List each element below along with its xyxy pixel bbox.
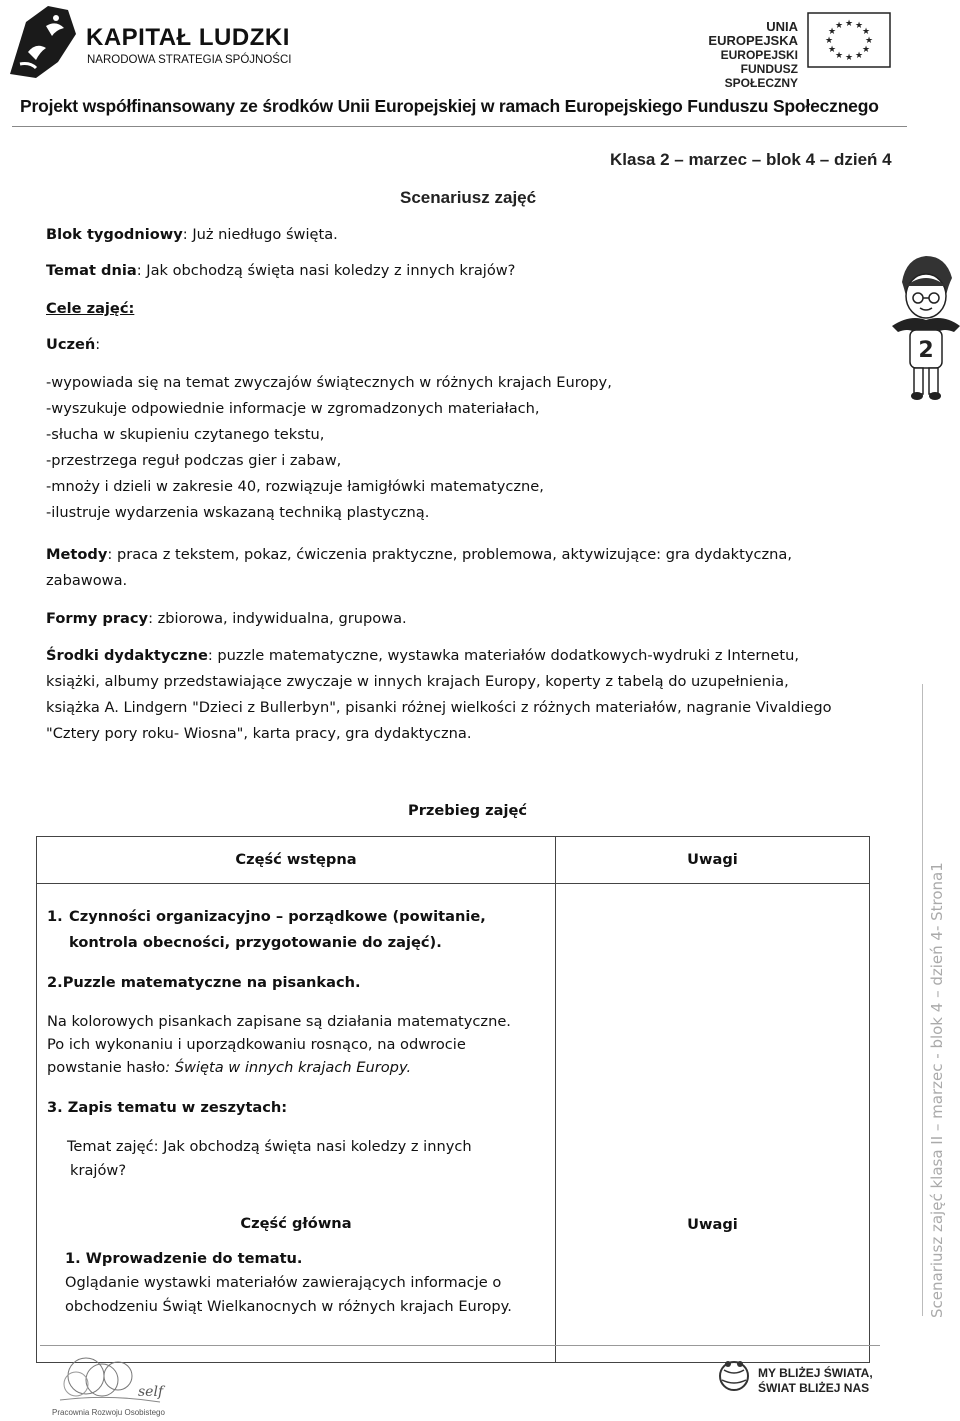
header-czesc-wstepna: Część wstępna	[37, 837, 556, 884]
srodki-line2: książki, albumy przedstawiające zwyczaje w innych krajach Europy, koperty z tabelą do uzupełnienia,	[46, 673, 789, 690]
goal-item: -przestrzega reguł podczas gier i zabaw,	[46, 452, 342, 469]
svg-text:★: ★	[861, 27, 871, 37]
goal-item: -wyszukuje odpowiednie informacje w zgromadzonych materiałach,	[46, 400, 540, 417]
svg-text:★: ★	[854, 21, 864, 31]
item2-p1: Na kolorowych pisankach zapisane są działania matematyczne.	[47, 1013, 511, 1030]
metody-block	[46, 542, 792, 594]
svg-text:★: ★	[834, 21, 844, 31]
goals-list	[46, 370, 612, 526]
main1-p1: Oglądanie wystawki materiałów zawierających informacje o	[65, 1274, 502, 1291]
przebieg-title: Przebieg zajęć	[408, 802, 528, 819]
metody-label: Metody	[46, 546, 108, 563]
svg-text:★: ★	[827, 27, 837, 37]
mascot-girl-illustration	[890, 252, 960, 402]
svg-text:★: ★	[824, 36, 834, 46]
temat-line	[46, 258, 515, 284]
formy-line	[46, 606, 407, 632]
uczen-line	[46, 332, 100, 358]
eu-flag-icon	[807, 12, 891, 68]
mbs-line2: ŚWIAT BLIŻEJ NAS	[758, 1381, 870, 1395]
temat-label: Temat dnia	[46, 262, 137, 279]
main1-p2: obchodzeniu Świąt Wielkanocnych w różnych krajach Europy.	[65, 1298, 512, 1315]
uwagi-cell	[556, 884, 870, 1363]
goal-item: -ilustruje wydarzenia wskazaną techniką plastyczną.	[46, 504, 430, 521]
project-cofinancing-line: Projekt współfinansowany ze środków Unii Europejskiej w ramach Europejskiego Funduszu Społecznego	[20, 96, 879, 116]
item2-p3b: : Święta w innych krajach Europy.	[165, 1059, 412, 1076]
header-divider	[12, 126, 907, 127]
logo-subtitle: NARODOWA STRATEGIA SPÓJNOŚCI	[87, 54, 292, 66]
self-caption: Pracownia Rozwoju Osobistego	[52, 1408, 165, 1417]
logo-title: KAPITAŁ LUDZKI	[86, 24, 290, 51]
main-item1	[47, 1247, 545, 1319]
side-divider	[922, 684, 923, 1316]
goal-item: -słucha w skupieniu czytanego tekstu,	[46, 426, 325, 443]
svg-text:★: ★	[827, 45, 837, 55]
header-czesc-glowna: Część główna	[240, 1215, 352, 1232]
footer-divider	[40, 1345, 880, 1346]
svg-text:★: ★	[864, 36, 874, 46]
mascot-number: 2	[918, 338, 934, 363]
formy-label: Formy pracy	[46, 610, 149, 627]
item3-p2: krajów?	[70, 1162, 127, 1179]
blok-value: : Już niedługo święta.	[182, 226, 338, 243]
svg-text:★: ★	[844, 19, 854, 29]
kapital-ludzki-logo	[8, 4, 78, 80]
mbs-label	[758, 1366, 873, 1396]
intro-section-cell	[37, 884, 556, 1363]
temat-value: : Jak obchodzą święta nasi koledzy z innych krajów?	[136, 262, 516, 279]
cele-label: Cele zajęć:	[46, 300, 135, 317]
item2-paragraph	[47, 1010, 545, 1079]
mbs-line1: MY BLIŻEJ ŚWIATA,	[758, 1366, 873, 1380]
eu-label	[680, 20, 798, 90]
item3-topic	[47, 1135, 545, 1183]
svg-text:★: ★	[861, 45, 871, 55]
uczen-colon: :	[95, 336, 101, 353]
class-line: Klasa 2 – marzec – blok 4 – dzień 4	[610, 150, 892, 169]
item1-line1: Czynności organizacyjno – porządkowe (powitanie,	[69, 908, 486, 925]
item2-p2: Po ich wykonaniu i uporządkowaniu rosnąco, na odwrocie	[47, 1036, 466, 1053]
header-uwagi: Uwagi	[556, 837, 870, 884]
lesson-plan-table	[36, 836, 870, 1363]
srodki-label: Środki dydaktyczne	[46, 647, 208, 664]
svg-text:★: ★	[854, 51, 864, 61]
eu-line1: UNIA EUROPEJSKA	[708, 19, 798, 48]
globe-people-icon	[716, 1356, 752, 1396]
page-title: Scenariusz zajęć	[400, 188, 537, 207]
item1	[47, 904, 545, 956]
srodki-line3: książka A. Lindgern "Dzieci z Bullerbyn", pisanki różnej wielkości z różnych materiałów, nagranie Vivaldiego	[46, 699, 832, 716]
blok-line	[46, 222, 338, 248]
eu-line3: FUNDUSZ SPOŁECZNY	[724, 62, 798, 90]
goal-item: -mnoży i dzieli w zakresie 40, rozwiązuje łamigłówki matematyczne,	[46, 478, 544, 495]
metody-value: : praca z tekstem, pokaz, ćwiczenia praktyczne, problemowa, aktywizujące: gra dydaktyczna,	[107, 546, 792, 563]
svg-text:★: ★	[844, 53, 854, 63]
side-page-label: Scenariusz zajęć klasa II – marzec - blok 4 – dzień 4- Strona1	[928, 862, 946, 1318]
item3-title: 3. Zapis tematu w zeszytach:	[47, 1099, 288, 1116]
srodki-block	[46, 643, 832, 747]
metody-value-cont: zabawowa.	[46, 572, 128, 589]
item2-p3a: powstanie hasło	[47, 1059, 166, 1076]
item1-line2: kontrola obecności, przygotowanie do zajęć).	[69, 934, 442, 951]
svg-text:★: ★	[834, 51, 844, 61]
main1-title: 1. Wprowadzenie do tematu.	[65, 1250, 303, 1267]
uczen-label: Uczeń	[46, 336, 96, 353]
item1-number: 1.	[47, 908, 63, 925]
svg-text:self: self	[138, 1384, 164, 1400]
item3-p1: Temat zajęć: Jak obchodzą święta nasi koledzy z innych	[67, 1138, 472, 1155]
srodki-line4: "Cztery pory roku- Wiosna", karta pracy, gra dydaktyczna.	[46, 725, 472, 742]
header-uwagi-main: Uwagi	[687, 1216, 738, 1233]
blok-label: Blok tygodniowy	[46, 226, 183, 243]
goal-item: -wypowiada się na temat zwyczajów świątecznych w różnych krajach Europy,	[46, 374, 612, 391]
formy-value: : zbiorowa, indywidualna, grupowa.	[148, 610, 407, 627]
eu-line2: EUROPEJSKI	[720, 48, 798, 62]
srodki-line1: : puzzle matematyczne, wystawka materiałów dodatkowych-wydruki z Internetu,	[207, 647, 800, 664]
item2-title: 2.Puzzle matematyczne na pisankach.	[47, 974, 361, 991]
